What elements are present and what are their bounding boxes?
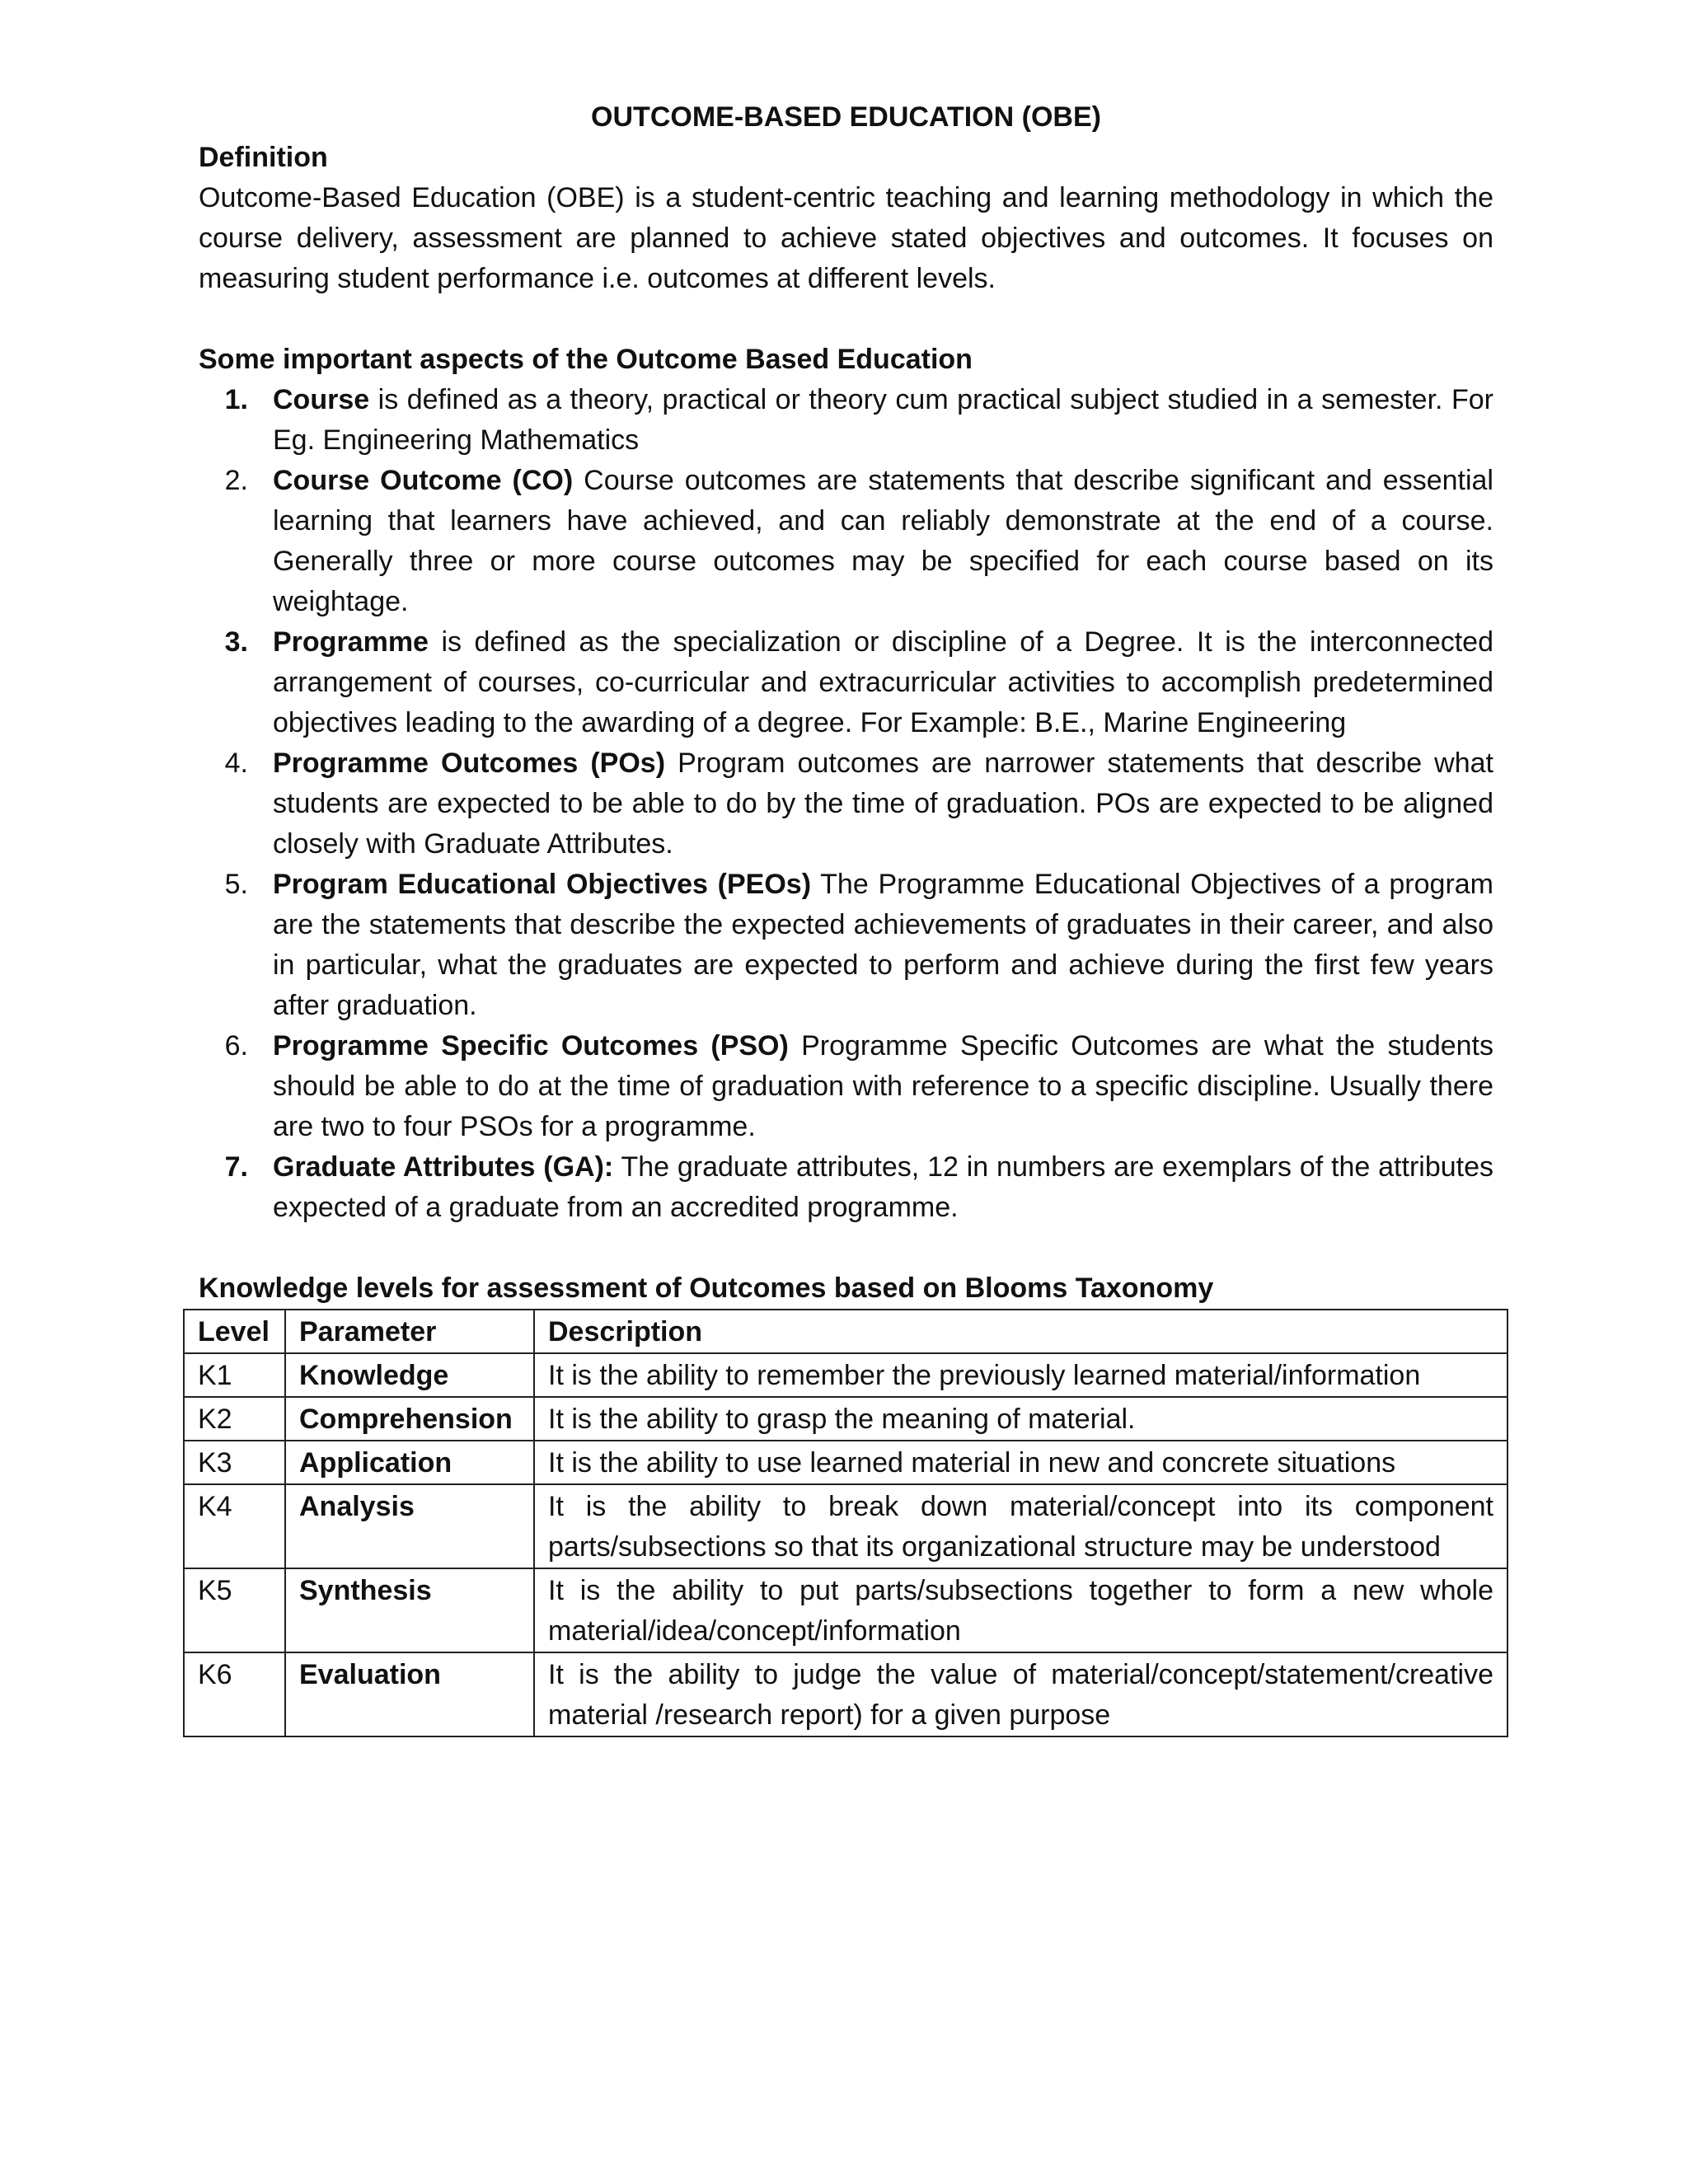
- description-cell: It is the ability to remember the previously learned material/information: [534, 1353, 1507, 1397]
- list-item-number: 3.: [224, 626, 248, 658]
- list-item: [199, 865, 1493, 1026]
- list-item-term: Program Educational Objectives (PEOs): [273, 869, 812, 900]
- table-row: [184, 1652, 1507, 1736]
- column-header-parameter: Parameter: [285, 1310, 534, 1353]
- list-item-number: 7.: [224, 1151, 248, 1183]
- list-item: [199, 1026, 1493, 1147]
- list-item-text: The Programme Educational Objectives of a program are the statements that describe the expected achievements of graduates in their career, and also in particular, what the graduates are expected to perform and achieve during the first few years after graduation.: [273, 869, 1493, 1021]
- spacer: [199, 1228, 1493, 1268]
- parameter-cell: Analysis: [285, 1484, 534, 1568]
- list-item: [199, 461, 1493, 622]
- parameter-cell: Synthesis: [285, 1568, 534, 1652]
- list-item: [199, 1147, 1493, 1228]
- level-cell: K1: [184, 1353, 285, 1397]
- list-item-number: 2.: [224, 465, 248, 496]
- table-row: [184, 1397, 1507, 1441]
- description-cell: It is the ability to grasp the meaning of material.: [534, 1397, 1507, 1441]
- list-item-term: Graduate Attributes (GA):: [273, 1151, 614, 1183]
- level-cell: K4: [184, 1484, 285, 1568]
- list-item: [199, 380, 1493, 461]
- parameter-cell: Comprehension: [285, 1397, 534, 1441]
- blooms-taxonomy-table: [183, 1309, 1508, 1737]
- blooms-table-heading: Knowledge levels for assessment of Outcomes based on Blooms Taxonomy: [199, 1272, 1214, 1304]
- list-item: [199, 622, 1493, 743]
- list-item-term: Course: [273, 384, 370, 415]
- definition-text: Outcome-Based Education (OBE) is a student-centric teaching and learning methodology in which the course delivery, assessment are planned to achieve stated objectives and outcomes. It focuses on measuring student performance i.e. outcomes at different levels.: [199, 182, 1493, 294]
- parameter-cell: Evaluation: [285, 1652, 534, 1736]
- list-item-text: Program outcomes are narrower statements that describe what students are expected to be able to do by the time of graduation. POs are expected to be aligned closely with Graduate Attributes.: [273, 748, 1493, 860]
- list-item-number: 5.: [224, 869, 248, 900]
- document-page: [198, 97, 1493, 1731]
- list-item-number: 1.: [224, 384, 248, 415]
- list-item-text: is defined as a theory, practical or theory cum practical subject studied in a semester. For Eg. Engineering Mathematics: [273, 384, 1493, 456]
- list-item-number: 6.: [224, 1030, 248, 1062]
- level-cell: K2: [184, 1397, 285, 1441]
- list-item-number: 4.: [224, 748, 248, 779]
- description-cell: It is the ability to use learned material in new and concrete situations: [534, 1441, 1507, 1484]
- list-item-term: Programme Specific Outcomes (PSO): [273, 1030, 789, 1062]
- table-row: [184, 1568, 1507, 1652]
- document-title: OUTCOME-BASED EDUCATION (OBE): [591, 101, 1101, 133]
- level-cell: K3: [184, 1441, 285, 1484]
- column-header-description: Description: [534, 1310, 1507, 1353]
- list-item-text: The graduate attributes, 12 in numbers are exemplars of the attributes expected of a graduate from an accredited programme.: [273, 1151, 1493, 1223]
- description-cell: It is the ability to put parts/subsections together to form a new whole material/idea/concept/information: [534, 1568, 1507, 1652]
- description-cell: It is the ability to judge the value of material/concept/statement/creative material /research report) for a given purpose: [534, 1652, 1507, 1736]
- table-row: [184, 1484, 1507, 1568]
- list-item-text: is defined as the specialization or discipline of a Degree. It is the interconnected arrangement of courses, co-curricular and extracurricular activities to accomplish predetermined objectives leading to the awarding of a degree. For Example: B.E., Marine Engineering: [273, 626, 1493, 738]
- spacer: [199, 299, 1493, 340]
- aspects-heading: Some important aspects of the Outcome Based Education: [199, 344, 973, 375]
- list-item-term: Programme Outcomes (POs): [273, 748, 666, 779]
- description-cell: It is the ability to break down material/concept into its component parts/subsections so that its organizational structure may be understood: [534, 1484, 1507, 1568]
- parameter-cell: Knowledge: [285, 1353, 534, 1397]
- list-item-term: Programme: [273, 626, 429, 658]
- definition-heading: Definition: [199, 142, 328, 173]
- aspects-list: [199, 380, 1493, 1228]
- table-header-row: [184, 1310, 1507, 1353]
- list-item-text: Course outcomes are statements that describe significant and essential learning that learners have achieved, and can reliably demonstrate at the end of a course. Generally three or more course outcomes may be specified for each course based on its weightage.: [273, 465, 1493, 617]
- level-cell: K5: [184, 1568, 285, 1652]
- list-item-text: Programme Specific Outcomes are what the students should be able to do at the time of graduation with reference to a specific discipline. Usually there are two to four PSOs for a programme.: [273, 1030, 1493, 1142]
- table-row: [184, 1353, 1507, 1397]
- column-header-level: Level: [184, 1310, 285, 1353]
- level-cell: K6: [184, 1652, 285, 1736]
- table-row: [184, 1441, 1507, 1484]
- list-item-term: Course Outcome (CO): [273, 465, 574, 496]
- list-item: [199, 743, 1493, 865]
- parameter-cell: Application: [285, 1441, 534, 1484]
